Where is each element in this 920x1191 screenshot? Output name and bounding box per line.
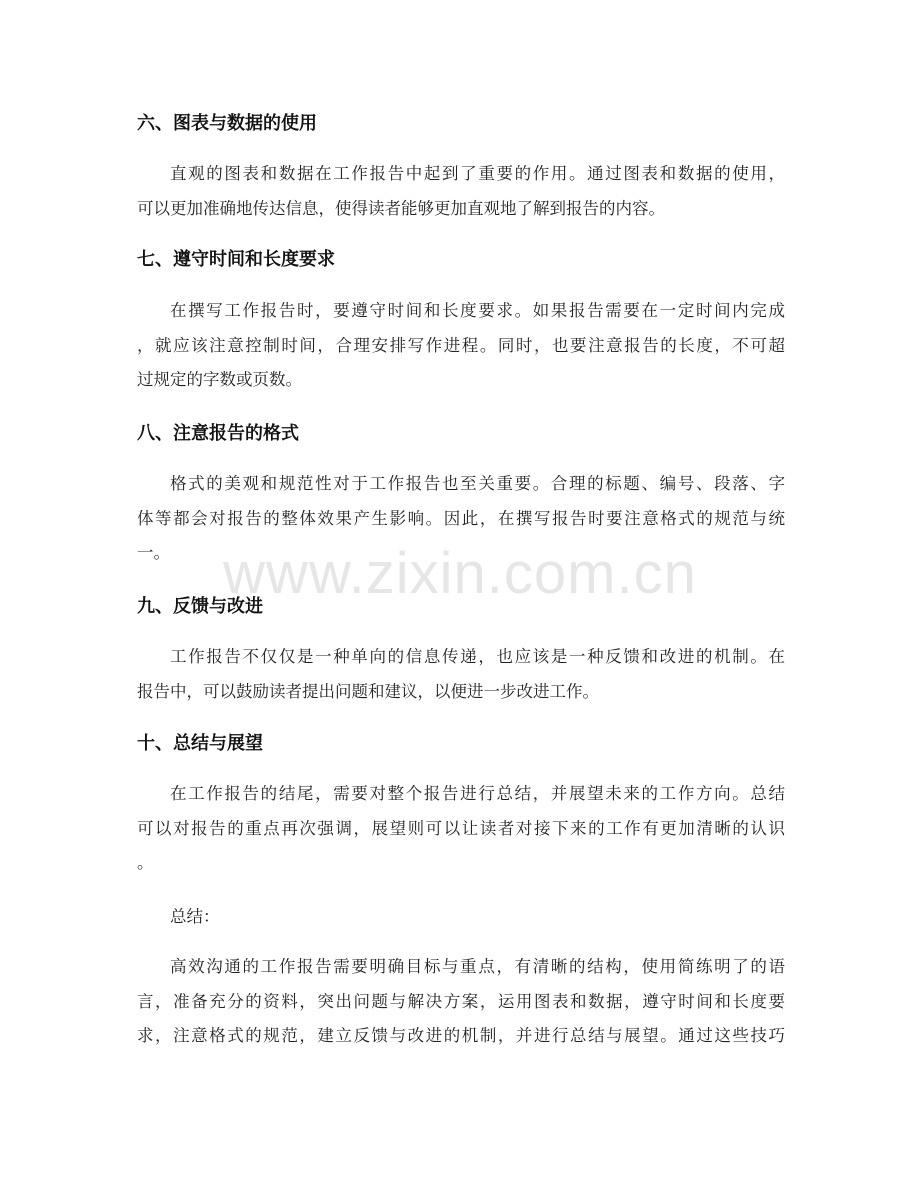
- summary-label: 总结：: [170, 907, 220, 926]
- section-paragraph-9: [137, 640, 785, 709]
- section-heading-9: 九、反馈与改进: [137, 596, 263, 617]
- paragraph-line: 。: [137, 853, 154, 872]
- paragraph-line: 可以更加准确地传达信息，使得读者能够更加直观地了解到报告的内容。: [137, 198, 665, 218]
- paragraph-line: 体等都会对报告的整体效果产生影响。因此，在撰写报告时要注意格式的规范与统: [137, 508, 785, 528]
- paragraph-line: 过规定的字数或页数。: [137, 370, 302, 389]
- section-paragraph-8: [137, 467, 785, 571]
- paragraph-line: 在撰写工作报告时，要遵守时间和长度要求。如果报告需要在一定时间内完成: [170, 301, 785, 320]
- section-heading-8: 八、注意报告的格式: [137, 423, 299, 444]
- paragraph-line: ，就应该注意控制时间，合理安排写作进程。同时，也要注意报告的长度，不可超: [137, 335, 785, 355]
- paragraph-line: 求，注意格式的规范，建立反馈与改进的机制，并进行总结与展望。通过这些技巧: [137, 1026, 785, 1045]
- section-heading-10: 十、总结与展望: [137, 733, 263, 754]
- paragraph-line: 言，准备充分的资料，突出问题与解决方案，运用图表和数据，遵守时间和长度要: [137, 991, 785, 1011]
- paragraph-line: 可以对报告的重点再次强调，展望则可以让读者对接下来的工作有更加清晰的认识: [137, 818, 785, 838]
- section-paragraph-6: [137, 157, 785, 226]
- section-heading-7: 七、遵守时间和长度要求: [137, 249, 335, 270]
- paragraph-line: 报告中，可以鼓励读者提出问题和建议，以便进一步改进工作。: [137, 681, 599, 701]
- paragraph-line: 在工作报告的结尾，需要对整个报告进行总结，并展望未来的工作方向。总结: [170, 784, 785, 803]
- paragraph-line: 一。: [137, 543, 170, 562]
- summary-paragraph: [137, 950, 785, 1054]
- section-heading-6: 六、图表与数据的使用: [137, 113, 317, 134]
- section-paragraph-7: [137, 294, 785, 398]
- paragraph-line: 直观的图表和数据在工作报告中起到了重要的作用。通过图表和数据的使用，: [170, 164, 785, 183]
- section-paragraph-10: [137, 777, 785, 881]
- watermark: www.zixin.com.cn: [223, 541, 697, 606]
- paragraph-line: 工作报告不仅仅是一种单向的信息传递，也应该是一种反馈和改进的机制。在: [170, 647, 785, 666]
- paragraph-line: 高效沟通的工作报告需要明确目标与重点，有清晰的结构，使用简练明了的语: [170, 957, 785, 976]
- paragraph-line: 格式的美观和规范性对于工作报告也至关重要。合理的标题、编号、段落、字: [170, 474, 785, 493]
